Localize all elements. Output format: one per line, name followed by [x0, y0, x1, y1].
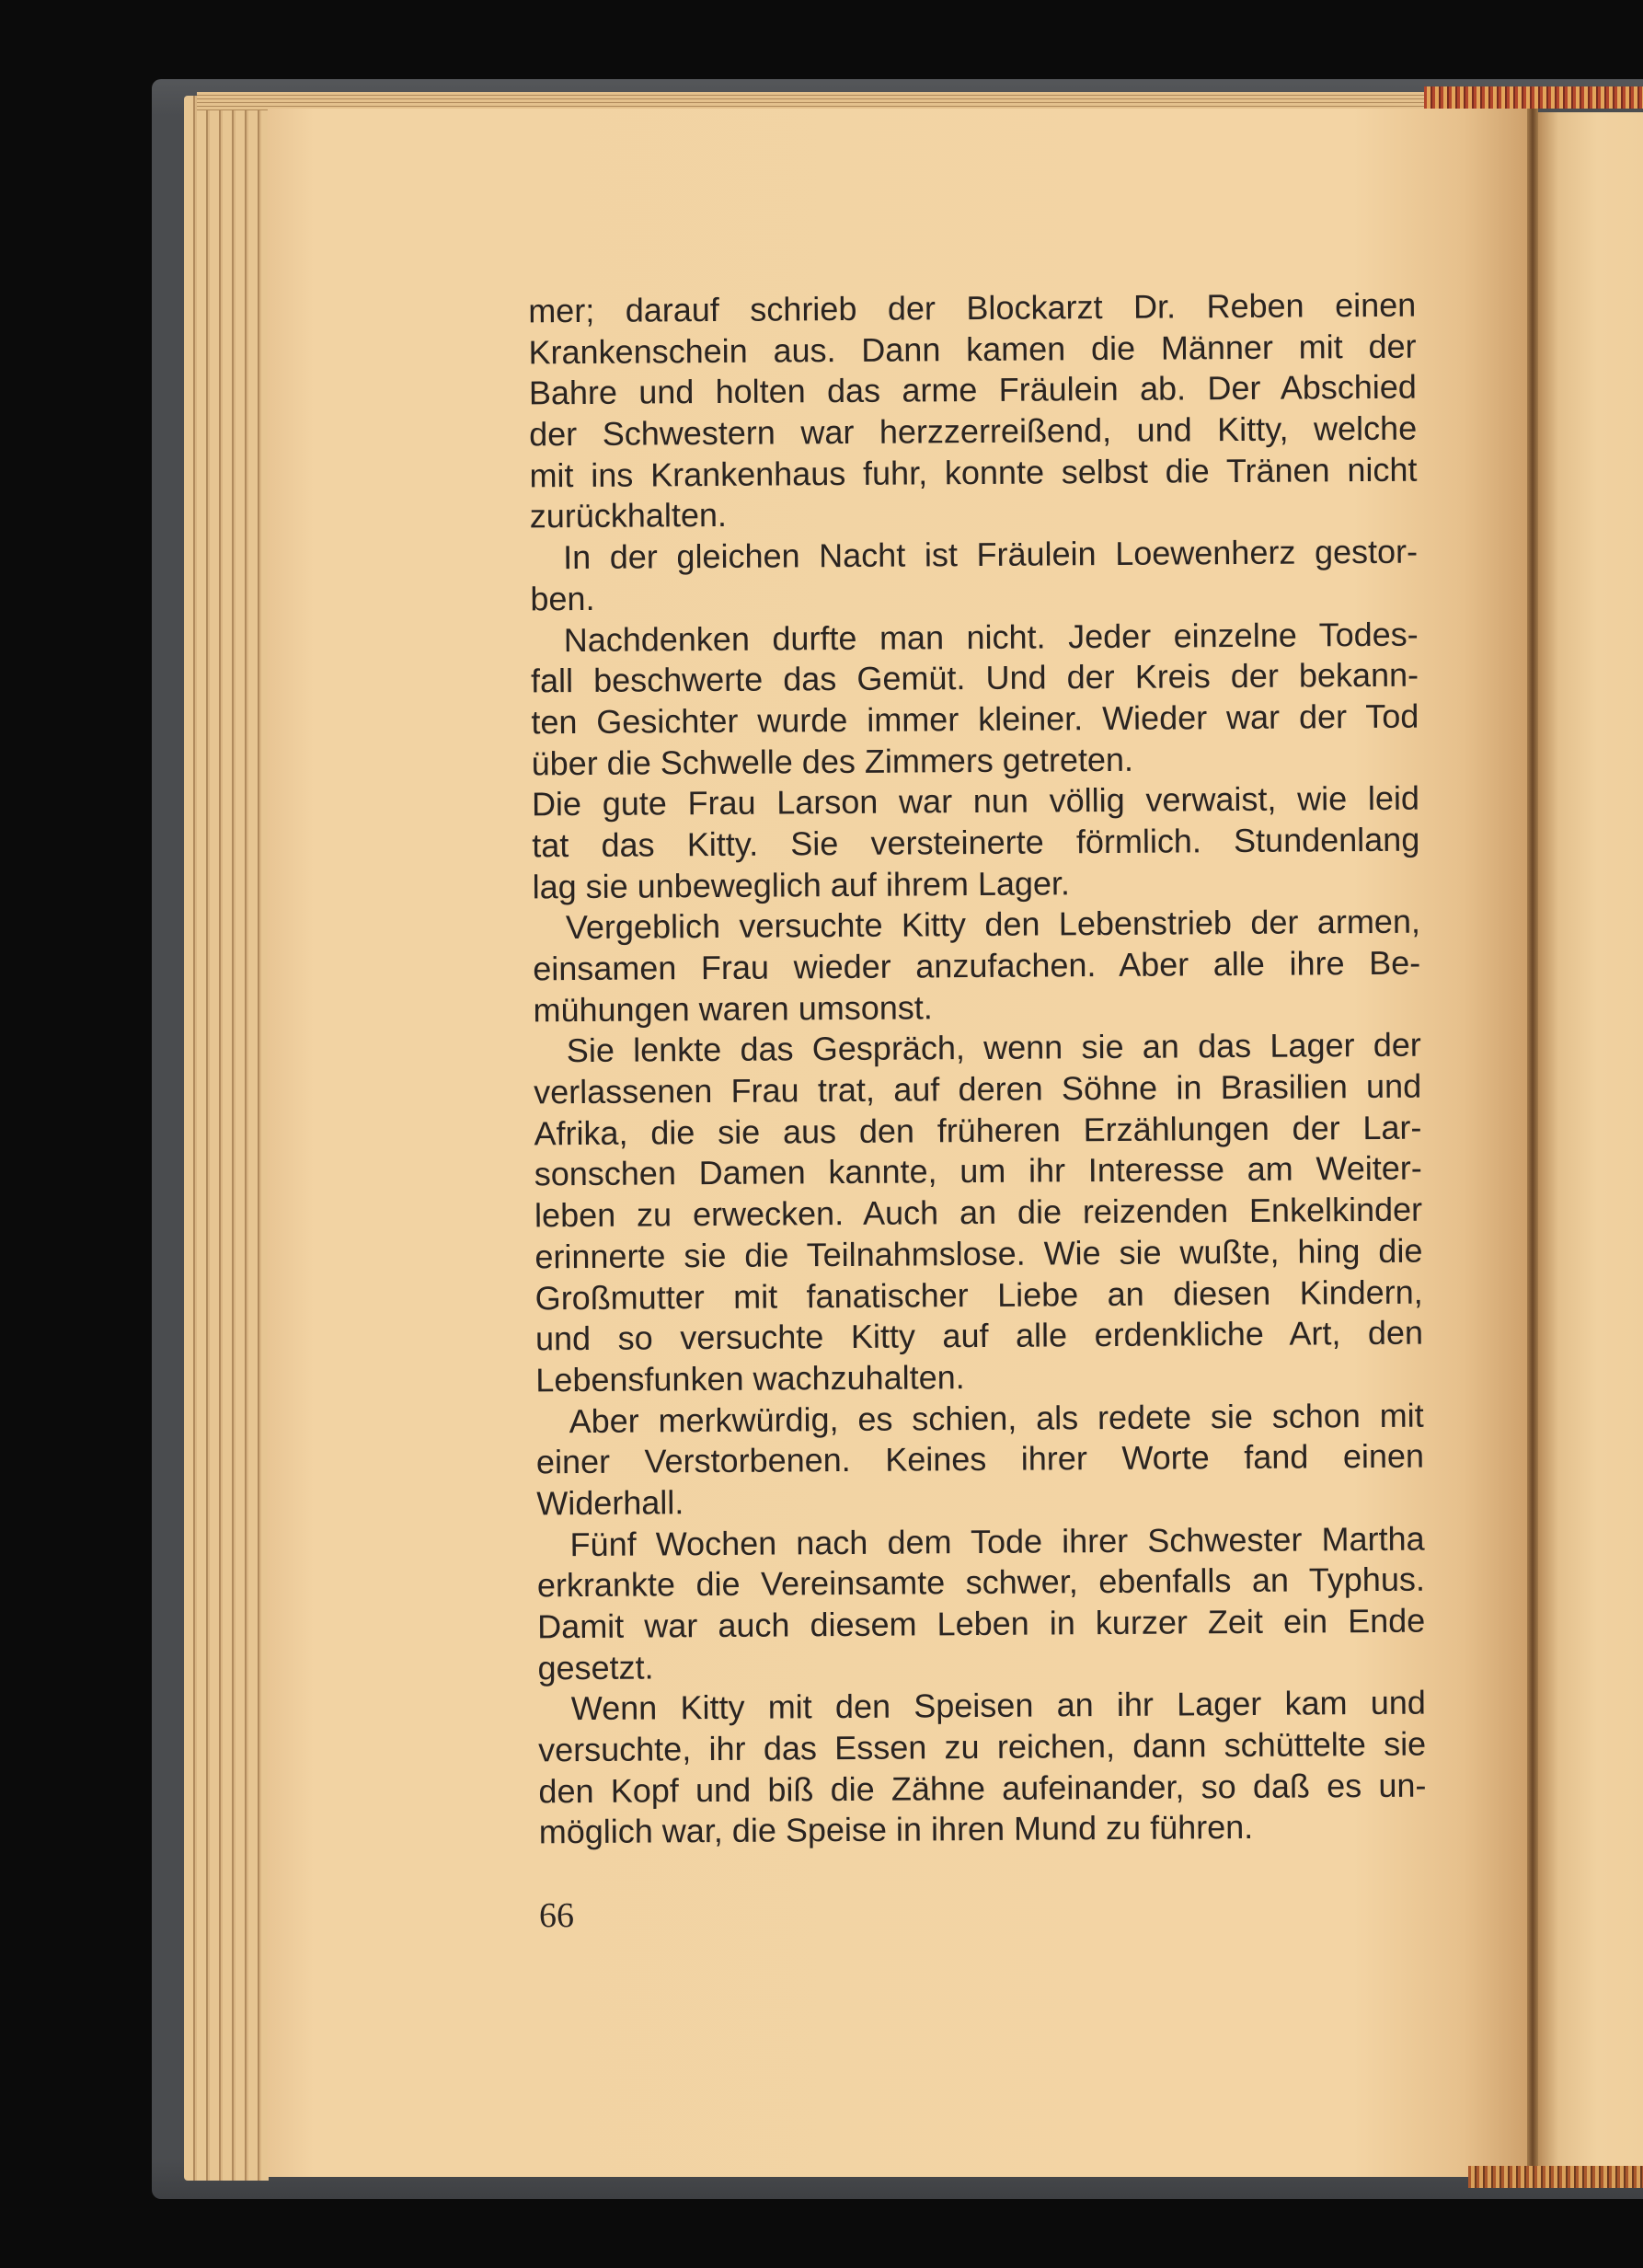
text-line: einer Verstorbenen. Keines ihrer Worte fand einen — [535, 1436, 1425, 1481]
page-edges-left — [184, 96, 269, 2181]
text-line: über die Schwelle des Zimmers getreten. — [531, 740, 1134, 782]
text-line: lag sie unbeweglich auf ihrem Lager. — [532, 863, 1071, 905]
text-line: fall beschwerte das Gemüt. Und der Kreis der bekann- — [530, 655, 1419, 700]
page-number: 66 — [539, 1896, 574, 1935]
text-line: möglich war, die Speise in ihren Mund zu führen. — [538, 1808, 1254, 1851]
text-line: mühungen waren umsonst. — [533, 988, 933, 1030]
gutter-shadow — [1527, 107, 1538, 2179]
text-line: gesetzt. — [537, 1648, 654, 1687]
text-line: erkrankte die Vereinsamte schwer, ebenfalls an Typhus. — [536, 1560, 1426, 1605]
text-line: leben zu erwecken. Auch an die reizenden Enkelkinder — [534, 1190, 1423, 1235]
text-line: ben. — [530, 579, 595, 618]
text-line: Aber merkwürdig, es schien, als redete sie schon mit — [569, 1396, 1424, 1440]
paragraph — [538, 1683, 1427, 1853]
paragraph — [536, 1395, 1425, 1525]
text-line: Damit war auch diesem Leben in kurzer Zeit ein Ende — [537, 1601, 1426, 1646]
text-line: Afrika, die sie aus den früheren Erzählungen der Lar- — [534, 1108, 1422, 1153]
text-block — [528, 285, 1427, 1854]
page-edges-top — [197, 92, 1527, 110]
text-line: der Schwestern war herzzerreißend, und Kitty, welche — [529, 409, 1418, 454]
text-line: Großmutter mit fanatischer Liebe an diesen Kindern, — [534, 1272, 1423, 1317]
facing-page — [1538, 112, 1643, 2168]
text-line: In der gleichen Nacht ist Fräulein Loewenherz gestor- — [562, 532, 1419, 577]
paragraph — [536, 1518, 1425, 1688]
paragraph — [531, 614, 1419, 784]
text-line: Wenn Kitty mit den Speisen an ihr Lager kam und — [570, 1683, 1426, 1728]
headband-bottom — [1468, 2166, 1643, 2188]
text-line: Fünf Wochen nach dem Tode ihrer Schwester Martha — [569, 1519, 1425, 1563]
text-line: Lebensfunken wachzuhalten. — [535, 1357, 965, 1399]
text-line: Vergeblich versuchte Kitty den Lebenstrieb der armen, — [565, 902, 1421, 947]
text-line: Nachdenken durfte man nicht. Jeder einzelne Todes- — [563, 615, 1419, 659]
text-line: ten Gesichter wurde immer kleiner. Wieder war der Tod — [531, 697, 1419, 742]
text-line: Bahre und holten das arme Fräulein ab. Der Abschied — [528, 368, 1417, 412]
text-line: tat das Kitty. Sie versteinerte förmlich. Stundenlang — [532, 820, 1420, 865]
text-line: Sie lenkte das Gespräch, wenn sie an das Lager der — [566, 1026, 1421, 1070]
text-line: erinnerte sie die Teilnahmslose. Wie sie wußte, hing die — [534, 1231, 1423, 1276]
text-line: Die gute Frau Larson war nun völlig verwaist, wie leid — [531, 778, 1420, 823]
text-line: zurückhalten. — [529, 496, 728, 535]
paragraph — [528, 285, 1418, 538]
paragraph — [533, 902, 1421, 1031]
paragraph — [530, 532, 1419, 620]
text-line: Widerhall. — [536, 1483, 684, 1523]
text-line: sonschen Damen kannte, um ihr Interesse am Weiter- — [534, 1149, 1422, 1193]
text-line: den Kopf und biß die Zähne aufeinander, so daß es un- — [538, 1766, 1427, 1811]
text-line: mer; darauf schrieb der Blockarzt Dr. Reben einen — [528, 285, 1417, 330]
text-line: mit ins Krankenhaus fuhr, konnte selbst die Tränen nicht — [529, 450, 1418, 495]
text-line: verlassenen Frau trat, auf deren Söhne in Brasilien und — [534, 1066, 1422, 1111]
text-line: Krankenschein aus. Dann kamen die Männer mit der — [528, 327, 1417, 372]
paragraph — [534, 1025, 1424, 1401]
text-line: einsamen Frau wieder anzufachen. Aber alle ihre Be- — [533, 943, 1421, 988]
paragraph — [532, 778, 1420, 908]
text-line: und so versuchte Kitty auf alle erdenkliche Art, den — [534, 1313, 1424, 1358]
headband-top — [1424, 86, 1643, 109]
text-line: versuchte, ihr das Essen zu reichen, dann schüttelte sie — [538, 1724, 1427, 1769]
